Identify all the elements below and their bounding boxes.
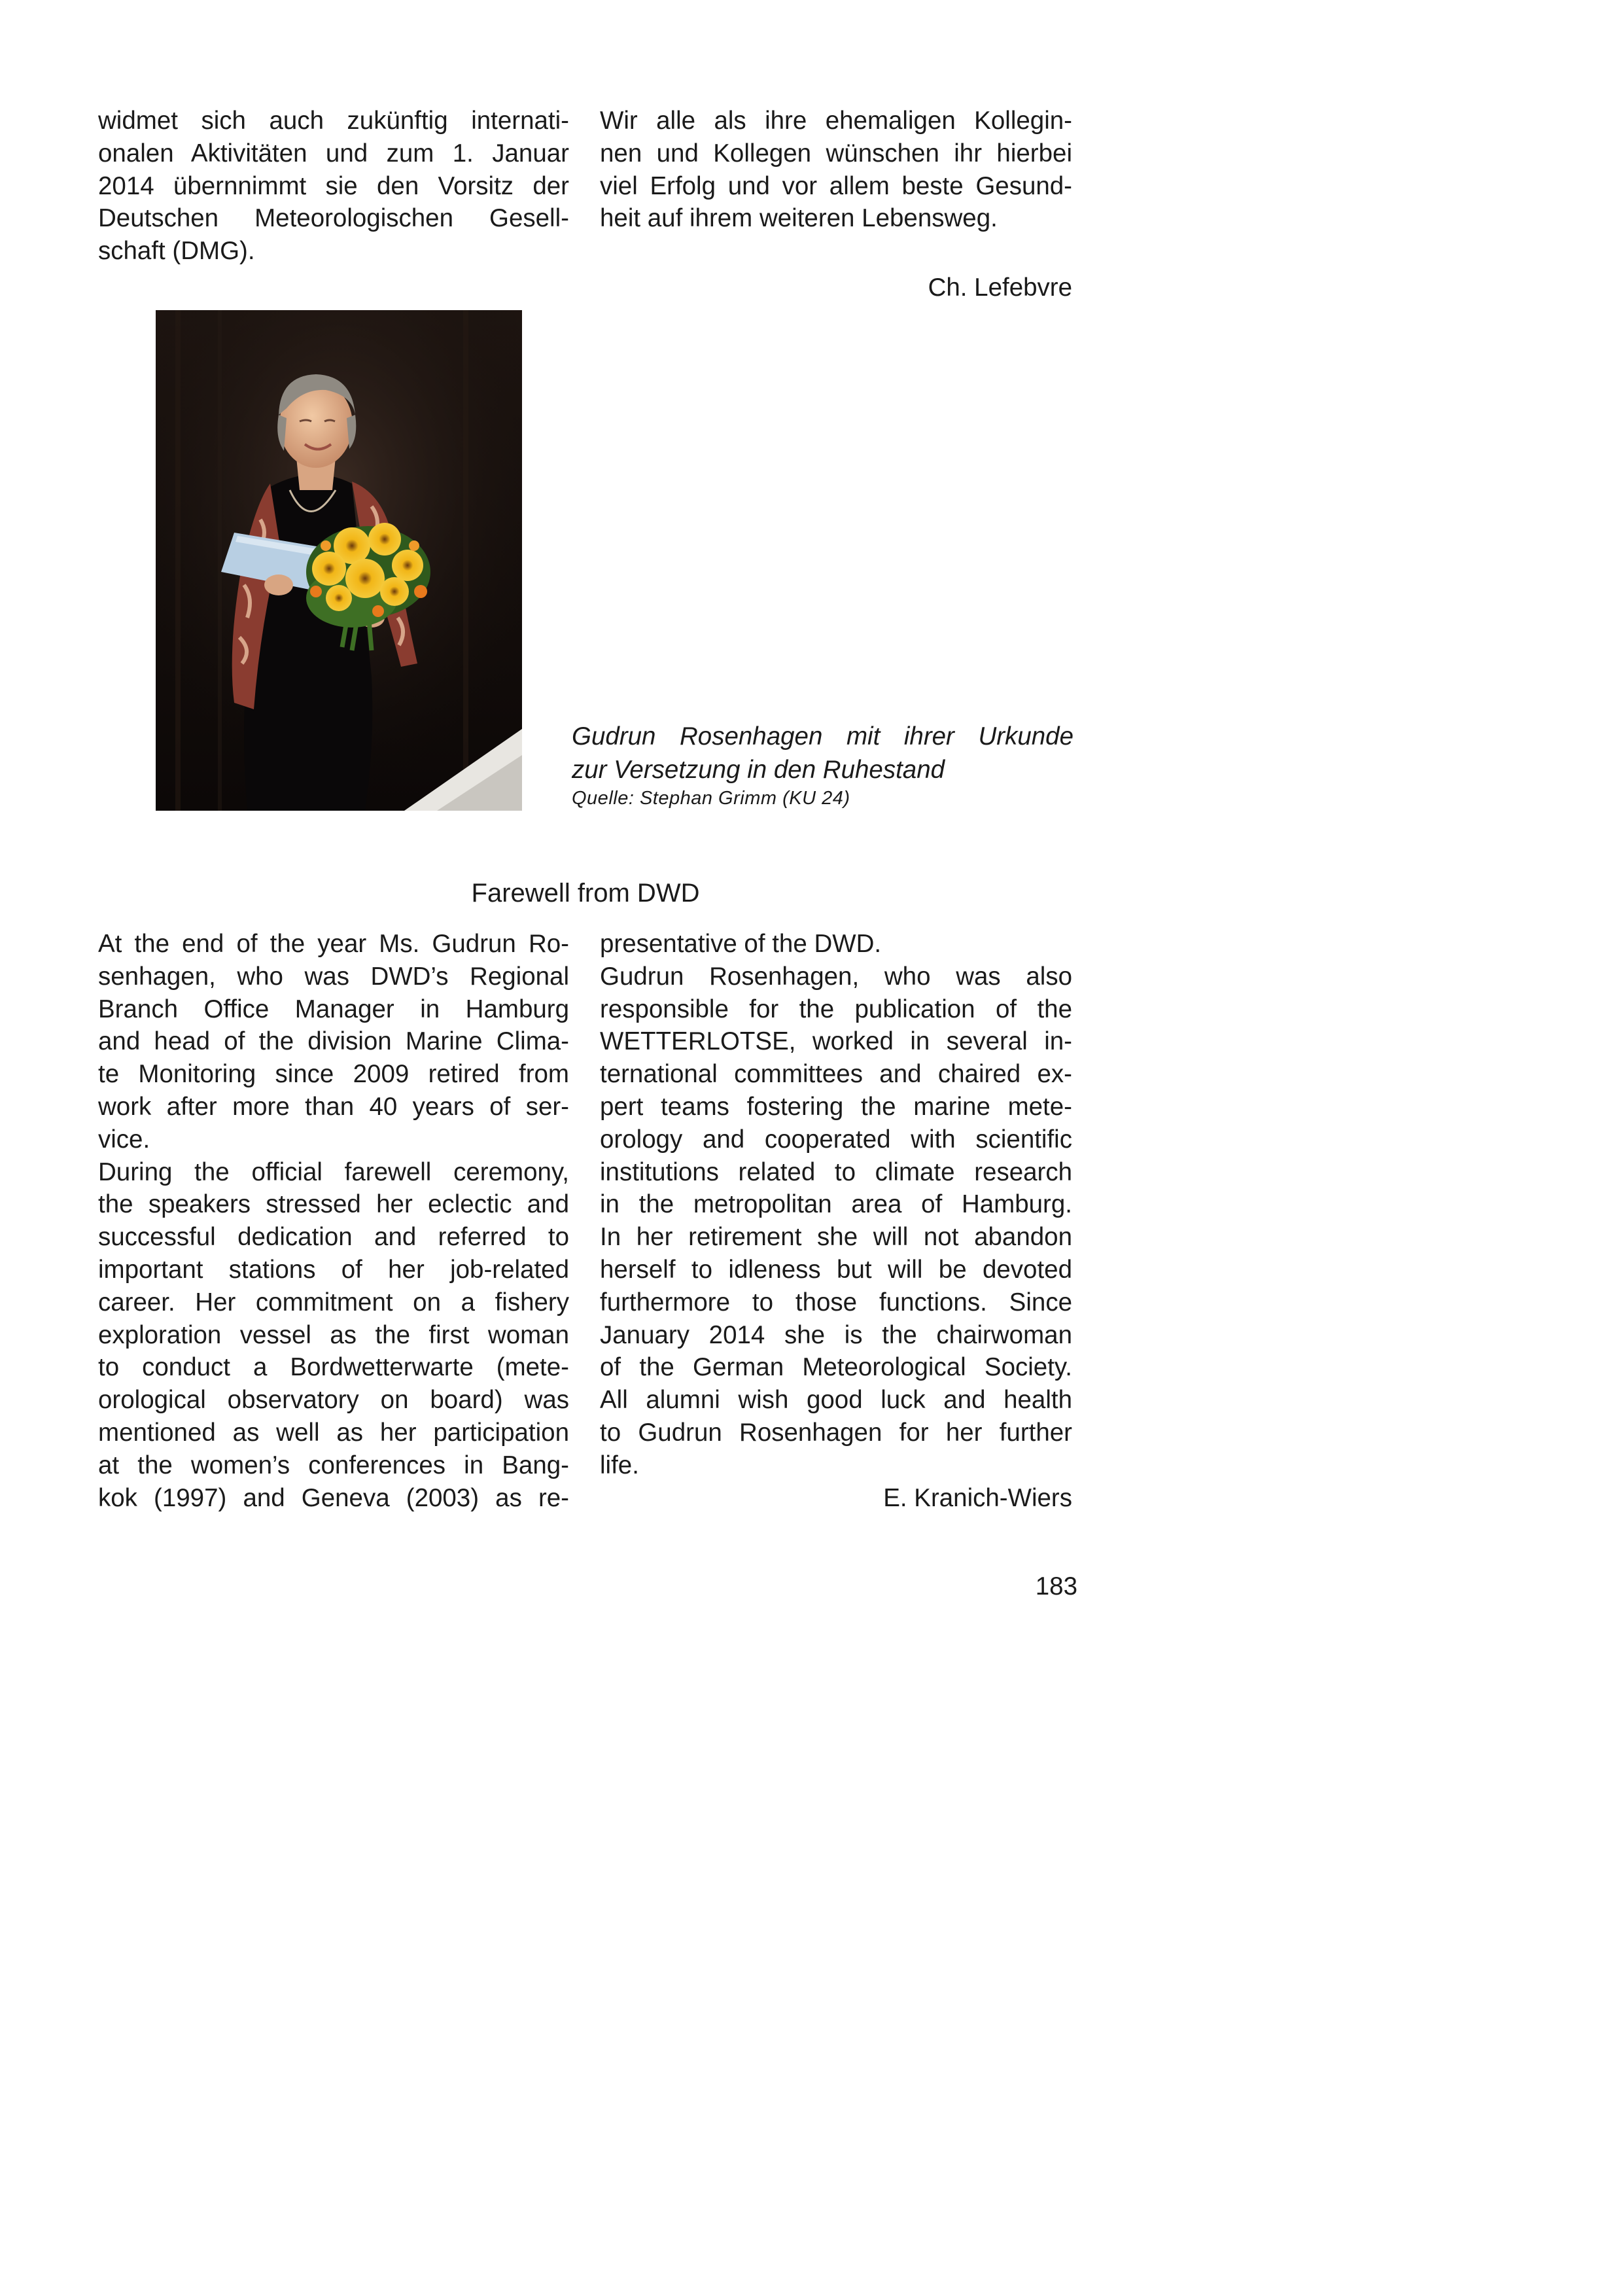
text-line: vice. [98, 1125, 150, 1154]
text-line: orology and cooperated with scientific [600, 1125, 1072, 1154]
signature-kranich-wiers: E. Kranich-Wiers [883, 1483, 1072, 1512]
text-line: viel Erfolg und vor allem beste Gesund- [600, 171, 1072, 200]
text-line: at the women’s conferences in Bang- [98, 1451, 569, 1479]
text-line: onalen Aktivitäten und zum 1. Januar [98, 139, 569, 168]
text-line: important stations of her job-related [98, 1255, 569, 1284]
text-line: institutions related to climate research [600, 1157, 1072, 1186]
text-line: widmet sich auch zukünftig internati- [98, 107, 569, 135]
text-line: 2014 übernnimmt sie den Vorsitz der [98, 171, 569, 200]
text-line: to Gudrun Rosenhagen for her further [600, 1418, 1072, 1447]
text-line: schaft (DMG). [98, 237, 255, 266]
text-line: life. [600, 1451, 639, 1479]
bottom-left-column [98, 928, 569, 1514]
text-line: in the metropolitan area of Hamburg. [600, 1190, 1072, 1219]
text-line: senhagen, who was DWD’s Regional [98, 962, 569, 991]
top-left-column [98, 105, 569, 268]
caption-line: Gudrun Rosenhagen mit ihrer Urkunde [572, 722, 1073, 751]
text-line: career. Her commitment on a fishery [98, 1288, 569, 1316]
text-line: nen und Kollegen wünschen ihr hierbei [600, 139, 1072, 168]
caption-line: zur Versetzung in den Ruhestand [572, 756, 945, 784]
text-line: Gudrun Rosenhagen, who was also [600, 962, 1072, 991]
text-line: to conduct a Bordwetterwarte (mete- [98, 1353, 569, 1382]
section-heading: Farewell from DWD [471, 879, 700, 908]
text-line: exploration vessel as the first woman [98, 1320, 569, 1349]
text-line: heit auf ihrem weiteren Lebensweg. [600, 204, 998, 233]
photo-illustration [156, 310, 522, 811]
text-line: Branch Office Manager in Hamburg [98, 995, 569, 1023]
text-line: ternational committees and chaired ex- [600, 1060, 1072, 1089]
text-line: te Monitoring since 2009 retired from [98, 1060, 569, 1089]
top-right-column [600, 105, 1072, 235]
text-line: In her retirement she will not abandon [600, 1223, 1072, 1252]
text-line: work after more than 40 years of ser- [98, 1092, 569, 1121]
text-line: presentative of the DWD. [600, 930, 882, 958]
text-line: successful dedication and referred to [98, 1223, 569, 1252]
signature-lefebvre: Ch. Lefebvre [928, 274, 1072, 302]
text-line: responsible for the publication of the [600, 995, 1072, 1023]
text-line: All alumni wish good luck and health [600, 1386, 1072, 1415]
text-line: Deutschen Meteorologischen Gesell- [98, 204, 569, 233]
text-line: At the end of the year Ms. Gudrun Ro- [98, 930, 569, 958]
bottom-right-column [600, 928, 1072, 1514]
text-line: of the German Meteorological Society. [600, 1353, 1072, 1382]
text-line: pert teams fostering the marine mete- [600, 1092, 1072, 1121]
text-line: orological observatory on board) was [98, 1386, 569, 1415]
text-line: Wir alle als ihre ehemaligen Kollegin- [600, 107, 1072, 135]
text-line: and head of the division Marine Clima- [98, 1027, 569, 1056]
photo-gudrun-rosenhagen [156, 310, 522, 811]
text-line: During the official farewell ceremony, [98, 1157, 569, 1186]
text-line: mentioned as well as her participation [98, 1418, 569, 1447]
text-line: furthermore to those functions. Since [600, 1288, 1072, 1316]
text-line: kok (1997) and Geneva (2003) as re- [98, 1483, 569, 1512]
text-line: January 2014 she is the chairwoman [600, 1320, 1072, 1349]
caption-source: Quelle: Stephan Grimm (KU 24) [572, 788, 850, 809]
page-number: 183 [1035, 1572, 1077, 1600]
text-line: the speakers stressed her eclectic and [98, 1190, 569, 1219]
text-line: herself to idleness but will be devoted [600, 1255, 1072, 1284]
photo-caption [572, 720, 1073, 810]
text-line: WETTERLOTSE, worked in several in- [600, 1027, 1072, 1056]
